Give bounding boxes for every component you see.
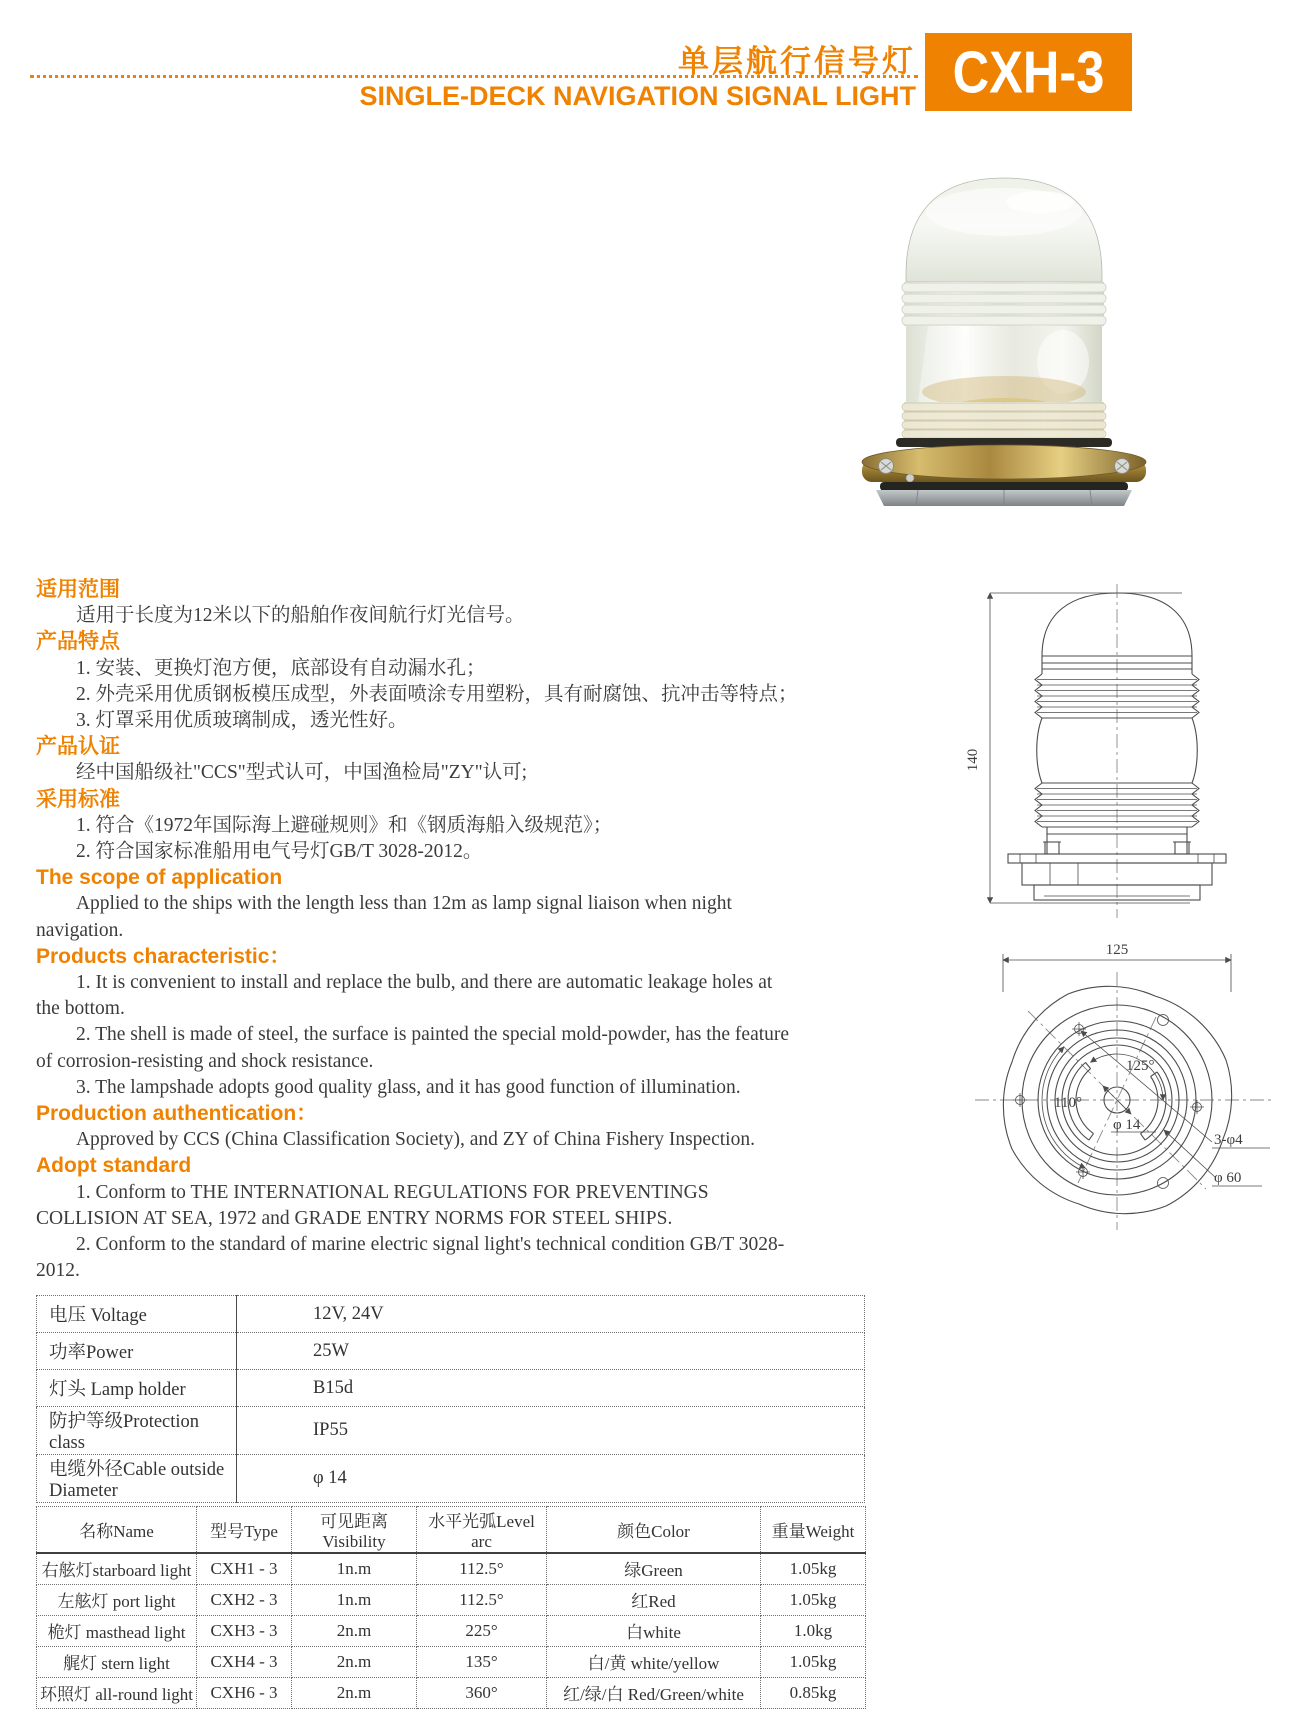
section-paragraph: 3. The lampshade adopts good quality glass, and it has good function of illumination.	[75, 1076, 741, 1098]
spec-value-cell: B15d	[237, 1370, 865, 1407]
model-cell: 2n.m	[292, 1646, 417, 1677]
title-chinese: 单层航行信号灯	[678, 44, 916, 79]
axis-centerlines	[975, 972, 1272, 1230]
model-cell: 左舷灯 port light	[37, 1584, 197, 1615]
text-sections	[36, 577, 799, 1284]
product-photo	[858, 160, 1164, 506]
model-cell: CXH4 - 3	[197, 1646, 292, 1677]
spec-row	[37, 1333, 865, 1370]
model-header-row	[37, 1507, 866, 1554]
spec-row	[37, 1407, 865, 1455]
side-view-drawing	[950, 578, 1260, 923]
bottom-view-drawing	[950, 930, 1298, 1245]
angle-110-label: 110°	[1054, 1095, 1082, 1111]
model-cell: 1n.m	[292, 1553, 417, 1584]
model-table	[36, 1506, 866, 1709]
section-heading: Production authentication：	[36, 1102, 318, 1126]
spec-table	[36, 1295, 865, 1503]
model-cell: 2n.m	[292, 1677, 417, 1708]
model-header-cell: 名称Name	[37, 1507, 197, 1554]
model-cell: 红Red	[547, 1584, 761, 1615]
spec-row	[37, 1370, 865, 1407]
model-cell: 1.05kg	[761, 1584, 866, 1615]
section-paragraph: 3. 灯罩采用优质玻璃制成，透光性好。	[75, 710, 408, 732]
section-heading: The scope of application	[36, 866, 283, 890]
dim-140-label: 140	[965, 748, 981, 772]
section-paragraph: 2. 符合国家标准船用电气号灯GB/T 3028-2012。	[75, 841, 483, 863]
glass-middle	[906, 326, 1102, 408]
title-english: SINGLE-DECK NAVIGATION SIGNAL LIGHT	[359, 81, 916, 111]
section-paragraph: 1. Conform to THE INTERNATIONAL REGULATIONS FOR PREVENTINGS COLLISION AT SEA, 1972 and GRADE ENTRY NORMS FOR STEEL SHIPS.	[36, 1181, 709, 1229]
model-cell: 225°	[417, 1615, 547, 1646]
model-cell: 1.05kg	[761, 1646, 866, 1677]
model-badge-label: CXH-3	[952, 38, 1105, 106]
model-row	[37, 1615, 866, 1646]
section-paragraph: 1. It is convenient to install and replace the bulb, and there are automatic leakage holes at the bottom.	[36, 972, 773, 1020]
model-cell: CXH3 - 3	[197, 1615, 292, 1646]
model-cell: 右舷灯starboard light	[37, 1553, 197, 1584]
spec-value-cell: 25W	[237, 1333, 865, 1370]
model-cell: 112.5°	[417, 1553, 547, 1584]
model-header-cell: 重量Weight	[761, 1507, 866, 1554]
section-paragraph: 2. The shell is made of steel, the surface is painted the special mold-powder, has the feature of corrosion-resisting and shock resistance.	[36, 1024, 790, 1072]
section-heading: 适用范围	[36, 578, 120, 601]
phi4-label: 3-φ4	[1214, 1132, 1243, 1148]
model-cell: 白/黄 white/yellow	[547, 1646, 761, 1677]
model-cell: 360°	[417, 1677, 547, 1708]
spec-label-cell: 电缆外径Cable outside Diameter	[37, 1455, 237, 1503]
header-dotted-rule	[30, 75, 918, 78]
section-heading: 产品特点	[36, 630, 120, 654]
spec-value-cell: IP55	[237, 1407, 865, 1455]
model-cell: 2n.m	[292, 1615, 417, 1646]
angle-annotations	[1042, 1047, 1163, 1168]
spec-row	[37, 1455, 865, 1503]
model-header-cell: 水平光弧Level arc	[417, 1507, 547, 1554]
glass-ribs-upper	[902, 282, 1106, 326]
model-cell: 环照灯 all-round light	[37, 1677, 197, 1708]
section-heading: 采用标准	[36, 787, 120, 811]
model-cell: 112.5°	[417, 1584, 547, 1615]
model-header-cell: 型号Type	[197, 1507, 292, 1554]
model-cell: CXH2 - 3	[197, 1584, 292, 1615]
gray-base	[876, 490, 1132, 506]
model-badge	[925, 33, 1132, 111]
section-heading: Adopt standard	[36, 1154, 192, 1178]
section-paragraph: 2. Conform to the standard of marine electric signal light's technical condition GB/T 3028-2012.	[36, 1234, 785, 1282]
model-cell: 红/绿/白 Red/Green/white	[547, 1677, 761, 1708]
model-header-cell: 可见距离Visibility	[292, 1507, 417, 1554]
spec-row	[37, 1296, 865, 1333]
section-paragraph: 适用于长度为12米以下的船舶作夜间航行灯光信号。	[75, 605, 525, 627]
glass-dome	[906, 178, 1102, 282]
section-paragraph: 经中国船级社"CCS"型式认可，中国渔检局"ZY"认可;	[75, 762, 528, 784]
spec-label-cell: 电压 Voltage	[37, 1296, 237, 1333]
angle-125-label: 125°	[1126, 1058, 1155, 1074]
model-cell: 135°	[417, 1646, 547, 1677]
section-heading: Products characteristic：	[36, 944, 291, 968]
section-paragraph: 1. 安装、更换灯泡方便，底部设有自动漏水孔；	[75, 657, 486, 679]
model-row	[37, 1677, 866, 1708]
model-cell: 艉灯 stern light	[37, 1646, 197, 1677]
phi60-label: φ 60	[1214, 1170, 1242, 1186]
model-cell: CXH6 - 3	[197, 1677, 292, 1708]
model-cell: 1n.m	[292, 1584, 417, 1615]
spec-value-cell: φ 14	[237, 1455, 865, 1503]
dim-125-label: 125	[1105, 942, 1129, 958]
spec-label-cell: 防护等级Protection class	[37, 1407, 237, 1455]
height-dimension	[965, 593, 1182, 903]
black-ring	[880, 482, 1128, 491]
phi14-label: φ 14	[1113, 1117, 1141, 1133]
spec-value-cell: 12V, 24V	[237, 1296, 865, 1333]
section-paragraph: Approved by CCS (China Classification Society), and ZY of China Fishery Inspection.	[75, 1129, 755, 1151]
brass-flange	[862, 445, 1146, 482]
model-cell: 1.05kg	[761, 1553, 866, 1584]
model-cell: 0.85kg	[761, 1677, 866, 1708]
section-paragraph: 1. 符合《1972年国际海上避碰规则》和《钢质海船入级规范》；	[75, 814, 613, 836]
section-paragraph: 2. 外壳采用优质钢板模压成型，外表面喷涂专用塑粉，具有耐腐蚀、抗冲击等特点；	[75, 683, 798, 705]
model-cell: 白white	[547, 1615, 761, 1646]
model-cell: 绿Green	[547, 1553, 761, 1584]
glass-ribs-lower	[902, 402, 1106, 438]
model-header-cell: 颜色Color	[547, 1507, 761, 1554]
spec-label-cell: 灯头 Lamp holder	[37, 1370, 237, 1407]
section-paragraph: Applied to the ships with the length less than 12m as lamp signal liaison when night navigation.	[36, 893, 732, 941]
model-row	[37, 1553, 866, 1584]
spec-label-cell: 功率Power	[37, 1333, 237, 1370]
section-heading: 产品认证	[36, 735, 120, 759]
model-cell: 1.0kg	[761, 1615, 866, 1646]
model-row	[37, 1584, 866, 1615]
model-row	[37, 1646, 866, 1677]
model-cell: CXH1 - 3	[197, 1553, 292, 1584]
model-cell: 桅灯 masthead light	[37, 1615, 197, 1646]
